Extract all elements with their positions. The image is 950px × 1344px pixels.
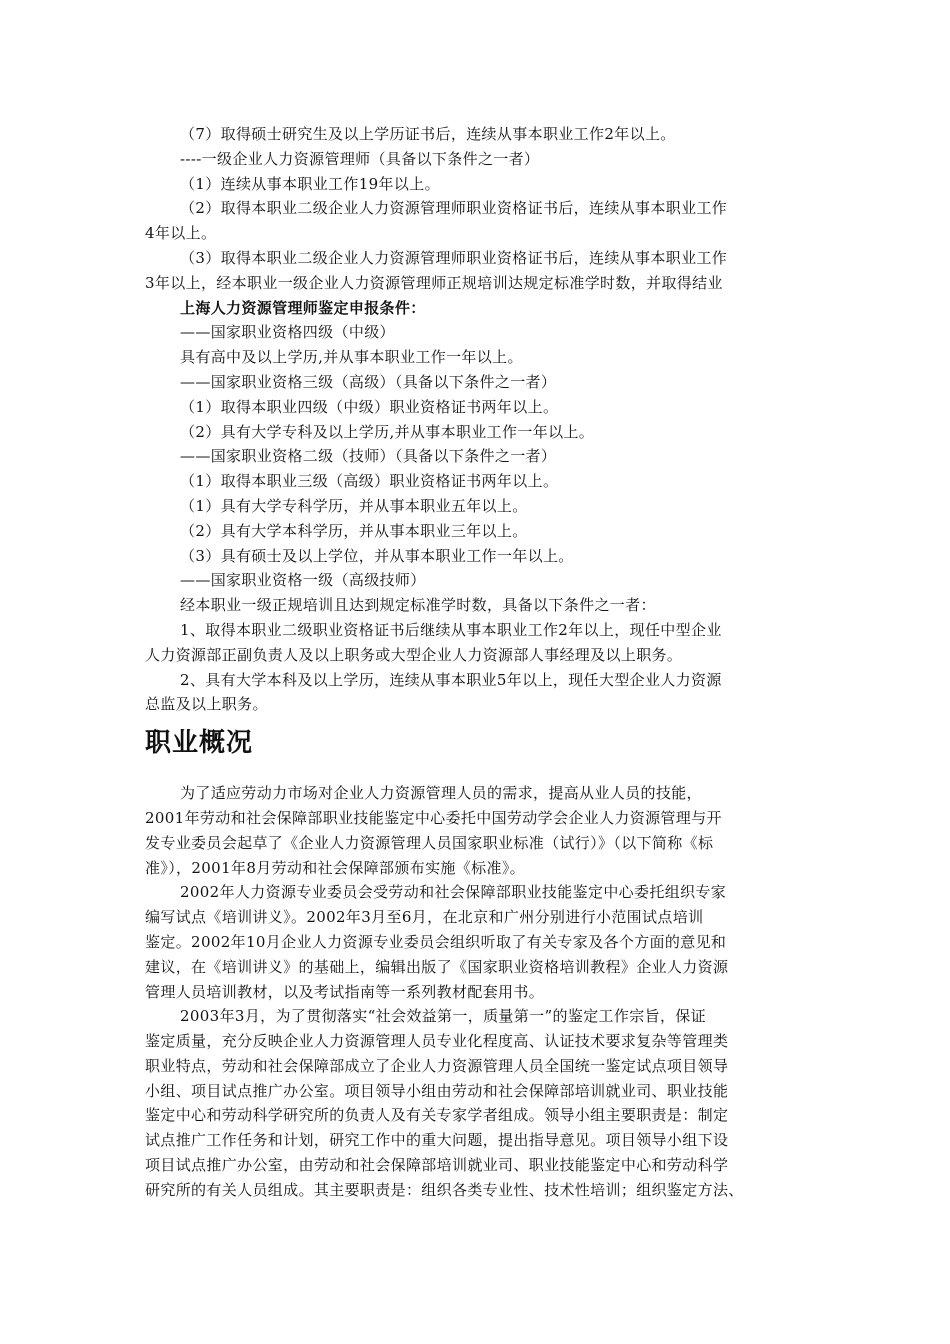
text-line: 具有高中及以上学历,并从事本职业工作一年以上。 bbox=[180, 348, 523, 367]
text-line: （1）具有大学专科学历，并从事本职业五年以上。 bbox=[180, 496, 528, 515]
text-line: 项目试点推广办公室，由劳动和社会保障部培训就业司、职业技能鉴定中心和劳动科学 bbox=[145, 1156, 729, 1175]
text-line: 管理人员培训教材，以及考试指南等一系列教材配套用书。 bbox=[145, 982, 545, 1001]
text-line: 2002年人力资源专业委员会受劳动和社会保障部职业技能鉴定中心委托组织专家 bbox=[180, 883, 727, 902]
text-line: 小组、项目试点推广办公室。项目领导小组由劳动和社会保障部培训就业司、职业技能 bbox=[145, 1081, 729, 1100]
text-line: ——国家职业资格二级（技师）（具备以下条件之一者） bbox=[180, 447, 557, 466]
text-line: （3）具有硕士及以上学位，并从事本职业工作一年以上。 bbox=[180, 546, 574, 565]
text-line: 发专业委员会起草了《企业人力资源管理人员国家职业标准（试行）》（以下简称《标 bbox=[145, 833, 714, 852]
text-line: ——国家职业资格四级（中级） bbox=[180, 323, 395, 342]
text-line: 2001年劳动和社会保障部职业技能鉴定中心委托中国劳动学会企业人力资源管理与开 bbox=[145, 808, 722, 827]
text-line: 经本职业一级正规培训且达到规定标准学时数，具备以下条件之一者： bbox=[180, 596, 656, 615]
text-line: （2）具有大学专科及以上学历,并从事本职业工作一年以上。 bbox=[180, 422, 595, 441]
text-line: 研究所的有关人员组成。其主要职责是：组织各类专业性、技术性培训；组织鉴定方法、 bbox=[145, 1180, 744, 1199]
text-line: 鉴定质量，充分反映企业人力资源管理人员专业化程度高、认证技术要求复杂等管理类 bbox=[145, 1032, 729, 1051]
text-line: 3年以上，经本职业一级企业人力资源管理师正规培训达规定标准学时数，并取得结业 bbox=[145, 273, 723, 292]
text-line: （1）取得本职业三级（高级）职业资格证书两年以上。 bbox=[180, 472, 559, 491]
text-line: ——国家职业资格一级（高级技师） bbox=[180, 571, 426, 590]
text-line: ----一级企业人力资源管理师（具备以下条件之一者） bbox=[180, 149, 540, 168]
shanghai-section-title: 上海人力资源管理师鉴定申报条件： bbox=[180, 298, 426, 317]
section-heading: 职业概况 bbox=[145, 728, 254, 759]
text-line: （3）取得本职业二级企业人力资源管理师职业资格证书后，连续从事本职业工作 bbox=[180, 248, 728, 267]
text-line: 为了适应劳动力市场对企业人力资源管理人员的需求，提高从业人员的技能， bbox=[180, 784, 702, 803]
text-line: 试点推广工作任务和计划，研究工作中的重大问题，提出指导意见。项目领导小组下设 bbox=[145, 1131, 729, 1150]
text-line: （2）具有大学本科学历，并从事本职业三年以上。 bbox=[180, 521, 528, 540]
text-line: 职业特点，劳动和社会保障部成立了企业人力资源管理人员全国统一鉴定试点项目领导 bbox=[145, 1056, 729, 1075]
text-line: 总监及以上职务。 bbox=[145, 695, 268, 714]
text-line: 建议，在《培训讲义》的基础上，编辑出版了《国家职业资格培训教程》企业人力资源 bbox=[145, 957, 729, 976]
text-line: ——国家职业资格三级（高级）（具备以下条件之一者） bbox=[180, 372, 557, 391]
text-line: （7）取得硕士研究生及以上学历证书后，连续从事本职业工作2年以上。 bbox=[180, 125, 676, 143]
text-line: 准》），2001年8月劳动和社会保障部颁布实施《标准》。 bbox=[145, 858, 526, 877]
text-line: （1）取得本职业四级（中级）职业资格证书两年以上。 bbox=[180, 397, 559, 416]
text-line: （2）取得本职业二级企业人力资源管理师职业资格证书后，连续从事本职业工作 bbox=[180, 199, 728, 218]
text-line: 1、取得本职业二级职业资格证书后继续从事本职业工作2年以上，现任中型企业 bbox=[180, 620, 722, 639]
text-line: （1）连续从事本职业工作19年以上。 bbox=[180, 174, 440, 193]
text-line: 2003年3月，为了贯彻落实“社会效益第一，质量第一”的鉴定工作宗旨，保证 bbox=[180, 1007, 707, 1026]
text-line: 4年以上。 bbox=[145, 224, 217, 243]
text-line: 2、具有大学本科及以上学历，连续从事本职业5年以上，现任大型企业人力资源 bbox=[180, 670, 722, 689]
document-page bbox=[145, 122, 815, 1203]
text-line: 鉴定。2002年10月企业人力资源专业委员会组织听取了有关专家及各个方面的意见和 bbox=[145, 932, 727, 951]
text-line: 鉴定中心和劳动科学研究所的负责人及有关专家学者组成。领导小组主要职责是：制定 bbox=[145, 1106, 729, 1125]
text-line: 人力资源部正副负责人及以上职务或大型企业人力资源部人事经理及以上职务。 bbox=[145, 645, 683, 664]
text-line: 编写试点《培训讲义》。2002年3月至6月，在北京和广州分别进行小范围试点培训 bbox=[145, 908, 704, 927]
